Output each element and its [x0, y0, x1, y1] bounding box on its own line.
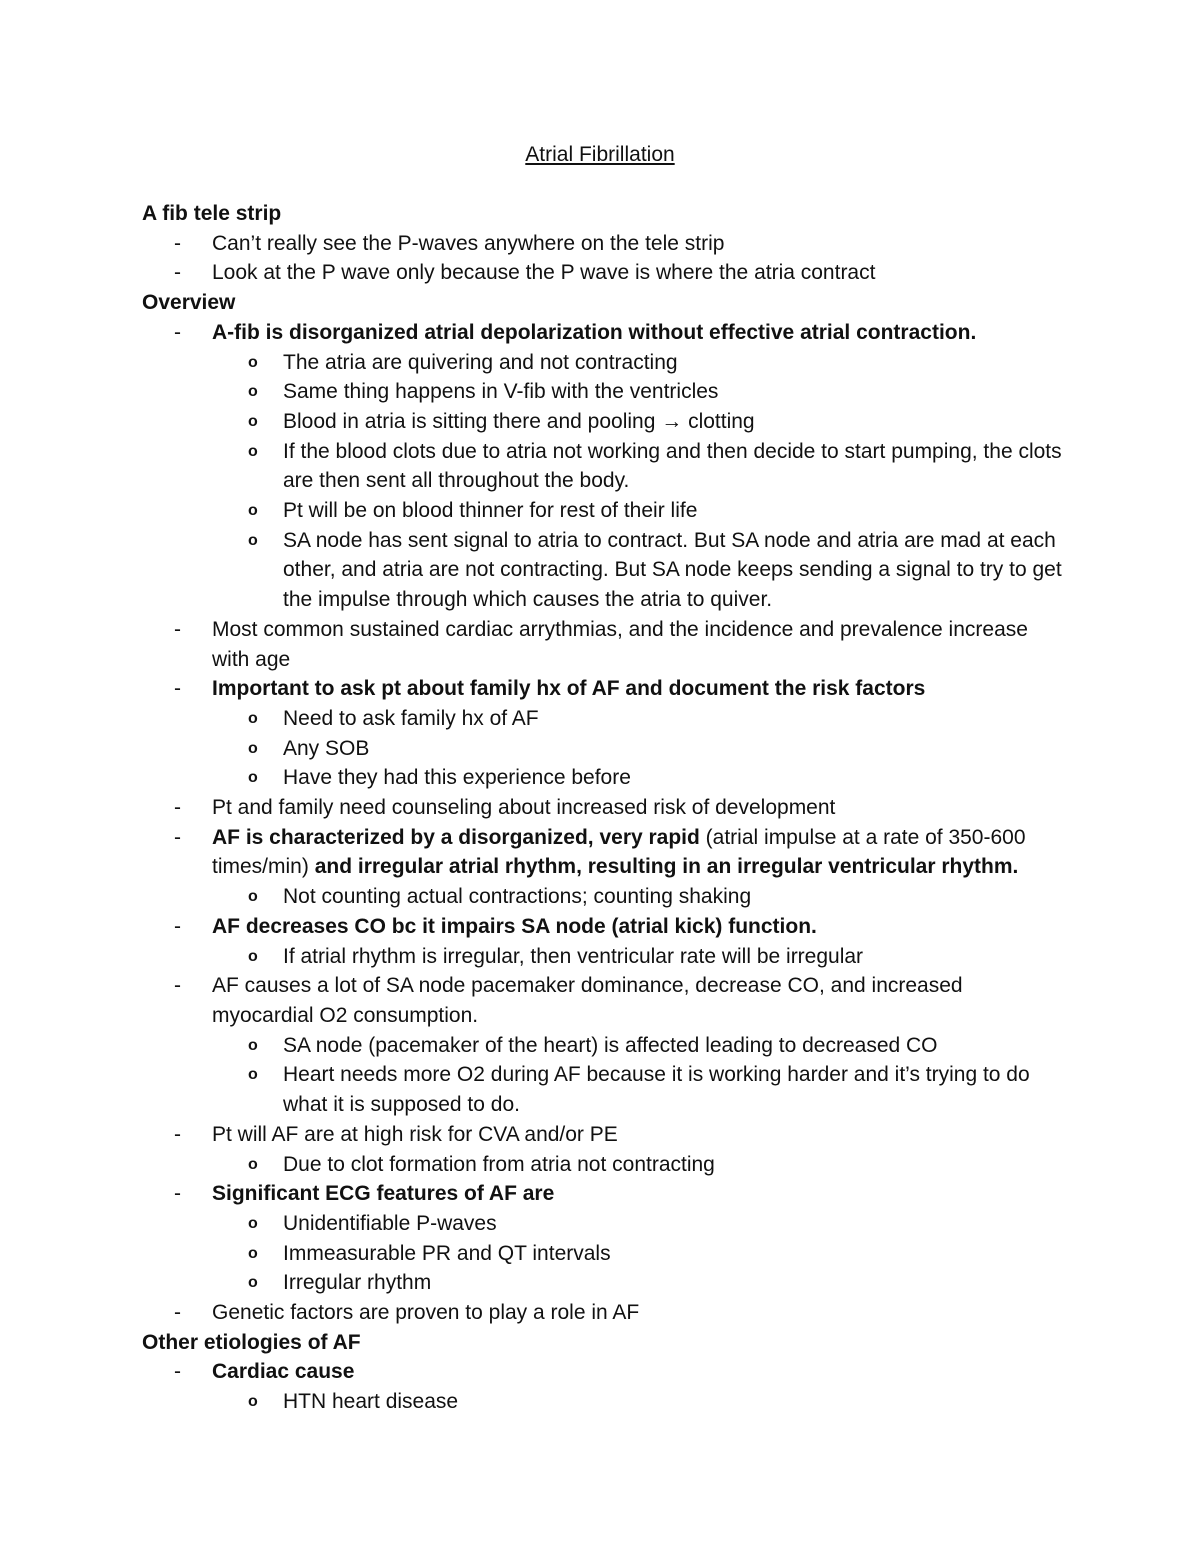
circle-bullet-marker: o	[248, 383, 258, 401]
bullet-item	[142, 1120, 1062, 1150]
line-text: Important to ask pt about family hx of AF and document the risk factors	[212, 677, 926, 701]
document-body	[142, 199, 1062, 1417]
sub-bullet-item	[142, 734, 1062, 764]
sub-bullet-item	[142, 1209, 1062, 1239]
sub-bullet-item	[142, 882, 1062, 912]
circle-bullet-marker: o	[248, 531, 258, 549]
circle-bullet-marker: o	[248, 1274, 258, 1292]
line-text: AF decreases CO bc it impairs SA node (atrial kick) function.	[212, 914, 817, 938]
line-text: The atria are quivering and not contracting	[283, 350, 678, 374]
line-text: Have they had this experience before	[283, 766, 631, 790]
circle-bullet-marker: o	[248, 1393, 258, 1411]
sub-bullet-item	[142, 437, 1062, 496]
line-text: Pt will AF are at high risk for CVA and/or PE	[212, 1122, 618, 1146]
dash-bullet-marker: -	[174, 825, 181, 849]
bullet-item	[142, 318, 1062, 348]
bullet-item	[142, 823, 1062, 882]
line-text: Overview	[142, 291, 236, 315]
circle-bullet-marker: o	[248, 739, 258, 757]
line-text: Blood in atria is sitting there and pooling → clotting	[283, 409, 755, 433]
circle-bullet-marker: o	[248, 769, 258, 787]
sub-bullet-item	[142, 496, 1062, 526]
line-text: Due to clot formation from atria not contracting	[283, 1152, 715, 1176]
line-text: Most common sustained cardiac arrythmias, and the incidence and prevalence increase with age	[212, 617, 1028, 671]
dash-bullet-marker: -	[174, 677, 181, 701]
sub-bullet-item	[142, 942, 1062, 972]
section-heading	[142, 288, 1062, 318]
sub-bullet-item	[142, 704, 1062, 734]
bullet-item	[142, 793, 1062, 823]
circle-bullet-marker: o	[248, 1036, 258, 1054]
line-text: Pt will be on blood thinner for rest of their life	[283, 499, 698, 523]
dash-bullet-marker: -	[174, 1122, 181, 1146]
sub-bullet-item	[142, 348, 1062, 378]
circle-bullet-marker: o	[248, 353, 258, 371]
dash-bullet-marker: -	[174, 914, 181, 938]
line-text: HTN heart disease	[283, 1390, 459, 1414]
circle-bullet-marker: o	[248, 1066, 258, 1084]
page-title: Atrial Fibrillation	[525, 143, 675, 166]
line-text: Any SOB	[283, 736, 370, 760]
sub-bullet-item	[142, 1060, 1062, 1119]
circle-bullet-marker: o	[248, 1214, 258, 1232]
bullet-item	[142, 674, 1062, 704]
circle-bullet-marker: o	[248, 412, 258, 430]
circle-bullet-marker: o	[248, 1244, 258, 1262]
sub-bullet-item	[142, 407, 1062, 437]
line-text: and irregular atrial rhythm, resulting in an irregular ventricular rhythm.	[314, 855, 1019, 879]
dash-bullet-marker: -	[174, 617, 181, 641]
circle-bullet-marker: o	[248, 709, 258, 727]
circle-bullet-marker: o	[248, 888, 258, 906]
line-text: (atrial impulse at a rate of 350-600 times/min)	[212, 825, 1026, 879]
circle-bullet-marker: o	[248, 947, 258, 965]
dash-bullet-marker: -	[174, 231, 181, 255]
circle-bullet-marker: o	[248, 502, 258, 520]
sub-bullet-item	[142, 1150, 1062, 1180]
line-text: Irregular rhythm	[283, 1271, 432, 1295]
line-text: Unidentifiable P-waves	[283, 1211, 497, 1235]
line-text: Significant ECG features of AF are	[212, 1182, 555, 1206]
line-text: Immeasurable PR and QT intervals	[283, 1241, 611, 1265]
line-text: SA node has sent signal to atria to contract. But SA node and atria are mad at each other, and atria are not contracting. But SA node keeps sending a signal to try to get the impulse through which causes the atria to quiver.	[283, 528, 1062, 612]
dash-bullet-marker: -	[174, 320, 181, 344]
bullet-item	[142, 1179, 1062, 1209]
line-text: SA node (pacemaker of the heart) is affected leading to decreased CO	[283, 1033, 938, 1057]
dash-bullet-marker: -	[174, 1301, 181, 1325]
line-text: Look at the P wave only because the P wave is where the atria contract	[212, 261, 876, 285]
line-text: If atrial rhythm is irregular, then ventricular rate will be irregular	[283, 944, 864, 968]
line-text: Genetic factors are proven to play a role in AF	[212, 1301, 640, 1325]
bullet-item	[142, 971, 1062, 1030]
sub-bullet-item	[142, 1031, 1062, 1061]
line-text: Cardiac cause	[212, 1360, 355, 1384]
line-text: Need to ask family hx of AF	[283, 706, 539, 730]
line-text: Same thing happens in V-fib with the ventricles	[283, 380, 719, 404]
bullet-item	[142, 615, 1062, 674]
line-text: AF is characterized by a disorganized, very rapid	[212, 825, 700, 849]
dash-bullet-marker: -	[174, 1182, 181, 1206]
sub-bullet-item	[142, 763, 1062, 793]
circle-bullet-marker: o	[248, 1155, 258, 1173]
bullet-item	[142, 912, 1062, 942]
line-text: A-fib is disorganized atrial depolarization without effective atrial contraction.	[212, 320, 977, 344]
sub-bullet-item	[142, 526, 1062, 615]
line-text: Not counting actual contractions; counting shaking	[283, 885, 752, 909]
sub-bullet-item	[142, 1387, 1062, 1417]
section-heading	[142, 199, 1062, 229]
bullet-item	[142, 258, 1062, 288]
dash-bullet-marker: -	[174, 796, 181, 820]
line-text: AF causes a lot of SA node pacemaker dominance, decrease CO, and increased myocardial O2 consumption.	[212, 974, 963, 1027]
section-heading	[142, 1328, 1062, 1358]
bullet-item	[142, 1298, 1062, 1328]
sub-bullet-item	[142, 1268, 1062, 1298]
line-text: Heart needs more O2 during AF because it is working harder and it’s trying to do what it is supposed to do.	[283, 1063, 1030, 1117]
line-text: A fib tele strip	[142, 202, 282, 225]
line-text: Pt and family need counseling about increased risk of development	[212, 796, 836, 820]
sub-bullet-item	[142, 377, 1062, 407]
dash-bullet-marker: -	[174, 1360, 181, 1384]
line-text: Other etiologies of AF	[142, 1330, 361, 1354]
line-text: Can’t really see the P-waves anywhere on the tele strip	[212, 231, 725, 255]
dash-bullet-marker: -	[174, 974, 181, 998]
circle-bullet-marker: o	[248, 442, 258, 460]
line-text: If the blood clots due to atria not working and then decide to start pumping, the clots are then sent all throughout the body.	[283, 439, 1062, 493]
dash-bullet-marker: -	[174, 261, 181, 285]
sub-bullet-item	[142, 1239, 1062, 1269]
bullet-item	[142, 1357, 1062, 1387]
bullet-item	[142, 229, 1062, 259]
